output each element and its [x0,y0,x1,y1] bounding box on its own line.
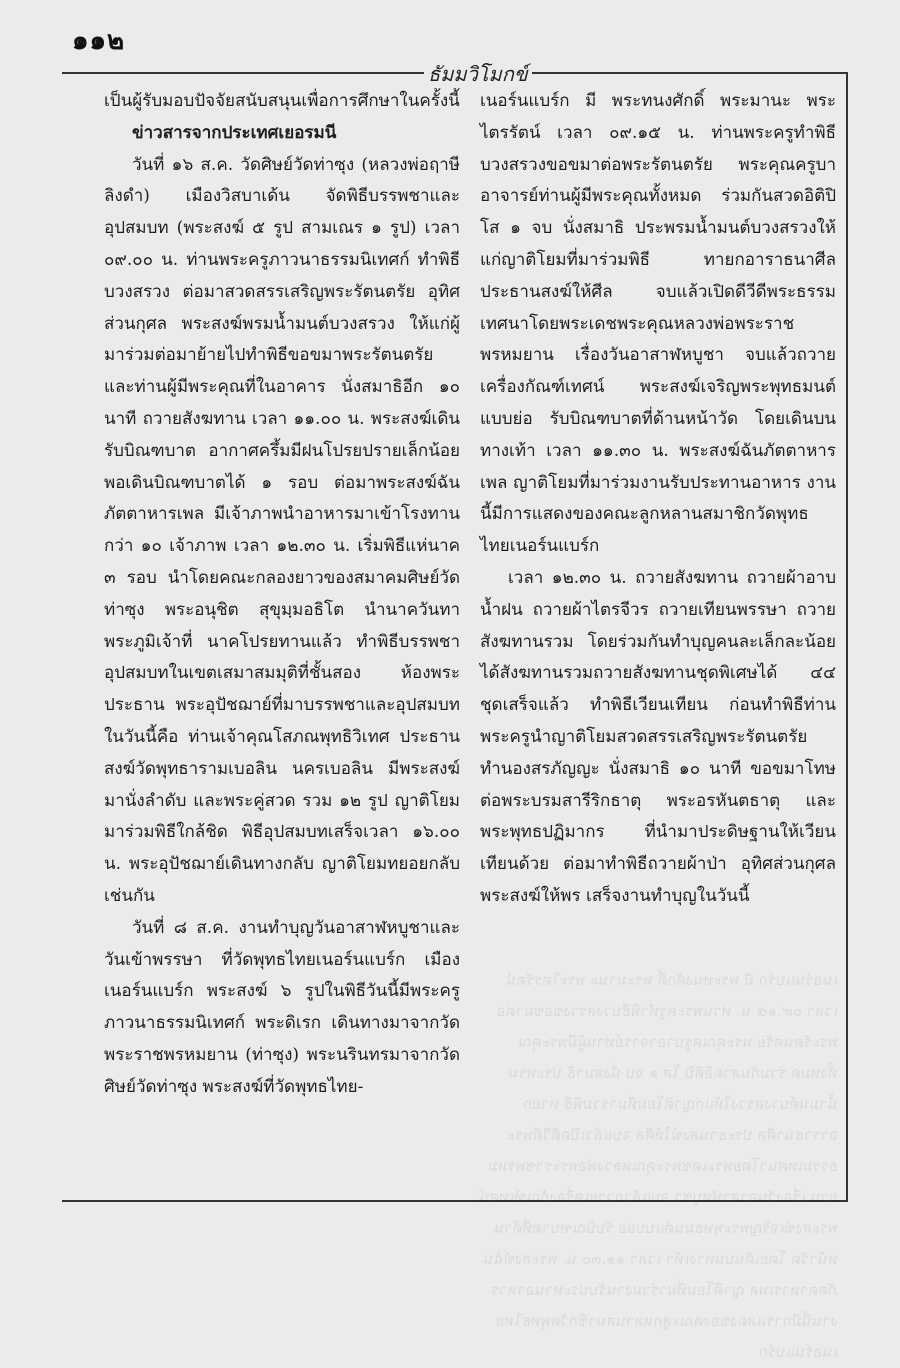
right-column [480,86,836,913]
opening-line: เป็นผู้รับมอบปัจจัยสนับสนุนเพื่อการศึกษาในครั้งนี้ [104,91,460,111]
left-paragraph-1: วันที่ ๑๖ ส.ค. วัดศิษย์วัดท่าซุง (หลวงพ่อฤาษีลิงดำ) เมืองวิสบาเด้น จัดพิธีบรรพชาและอุปสมบท (พระสงฆ์ ๕ รูป สามเณร ๑ รูป) เวลา ๐๙.๐๐ น. ท่านพระครูภาวนาธรรมนิเทศก์ ทำพิธีบวงสรวง ต่อมาสวดสรรเสริญพระรัตนตรัย อุทิศส่วนกุศล พระสงฆ์พรมน้ำมนต์บวงสรวง ให้แก่ผู้มาร่วมต่อมาย้ายไปทำพิธีขอขมาพระรัตนตรัย และท่านผู้มีพระคุณที่ในอาคาร นั่งสมาธิอีก ๑๐ นาที ถวายสังฆทาน เวลา ๑๑.๐๐ น. พระสงฆ์เดินรับบิณฑบาต อากาศครึ้มมีฝนโปรยปรายเล็กน้อย พอเดินบิณฑบาตได้ ๑ รอบ ต่อมาพระสงฆ์ฉันภัตตาหารเพล มีเจ้าภาพนำอาหารมาเข้าโรงทานกว่า ๑๐ เจ้าภาพ เวลา ๑๒.๓๐ น. เริ่มพิธีแห่นาค ๓ รอบ นำโดยคณะกลองยาวของสมาคมศิษย์วัดท่าซุง พระอนุชิต สุขุมฺมอธิโต นำนาควันทาพระภูมิเจ้าที่ นาคโปรยทานแล้ว ทำพิธีบรรพชาอุปสมบทในเขตเสมาสมมุติที่ชั้นสอง ห้องพระประธาน พระอุปัชฌาย์ที่มาบรรพชาและอุปสมบทในวันนี้คือ ท่านเจ้าคุณโสภณพุทธิวิเทศ ประธานสงฆ์วัดพุทธารามเบอลิน นครเบอลิน มีพระสงฆ์มานั่งลำดับ และพระคู่สวด รวม ๑๒ รูป ญาติโยมมาร่วมพิธีใกล้ชิด พิธีอุปสมบทเสร็จเวลา ๑๖.๐๐ น. พระอุปัชฌาย์เดินทางกลับ ญาติโยมทยอยกลับเช่นกัน [104,154,460,906]
reverse-side-bleed-through: เนอร์นแบร์ก มี พระทนงศักดิ์ พระมานะ พระไตรรัตน์ เวลา ๐๙.๑๕ น. ท่านพระครูทำพิธีบวงสรวงขอขมาต่อพระรัตนตรัย พระคุณครูบาอาจารย์ท่านผู้มีพระคุณทั้งหมด ร่วมกันสวดอิติปิ โส ๑ จบ นั่งสมาธิ ประพรมน้ำมนต์บวงสรวงให้แก่ญาติโยมที่มาร่วมพิธี ทายกอาราธนาศีล ประธานสงฆ์ให้ศีล จบแล้วเปิดดีวีดีพระธรรมเทศนาโดยพระเดชพระคุณหลวงพ่อพระราชพรหมยาน เรื่องวันอาสาฬหบูชา จบแล้วถวายเครื่องกัณฑ์เทศน์ พระสงฆ์เจริญพระพุทธมนต์แบบย่อ รับบิณฑบาตที่ด้านหน้าวัด โดยเดินบนทางเท้า เวลา ๑๑.๓๐ น. พระสงฆ์ฉันภัตตาหารเพล ญาติโยมที่มาร่วมงานรับประทานอาหาร งานนี้มีการแสดงของคณะลูกหลานสมาชิกวัดพุทธไทยเนอร์นแบร์ก [479,971,838,1361]
right-paragraph-1: เนอร์นแบร์ก มี พระทนงศักดิ์ พระมานะ พระไตรรัตน์ เวลา ๐๙.๑๕ น. ท่านพระครูทำพิธีบวงสรวงขอขมาต่อพระรัตนตรัย พระคุณครูบาอาจารย์ท่านผู้มีพระคุณทั้งหมด ร่วมกันสวดอิติปิ โส ๑ จบ นั่งสมาธิ ประพรมน้ำมนต์บวงสรวงให้แก่ญาติโยมที่มาร่วมพิธี ทายกอาราธนาศีล ประธานสงฆ์ให้ศีล จบแล้วเปิดดีวีดีพระธรรมเทศนาโดยพระเดชพระคุณหลวงพ่อพระราชพรหมยาน เรื่องวันอาสาฬหบูชา จบแล้วถวายเครื่องกัณฑ์เทศน์ พระสงฆ์เจริญพระพุทธมนต์แบบย่อ รับบิณฑบาตที่ด้านหน้าวัด โดยเดินบนทางเท้า เวลา ๑๑.๓๐ น. พระสงฆ์ฉันภัตตาหารเพล ญาติโยมที่มาร่วมงานรับประทานอาหาร งานนี้มีการแสดงของคณะลูกหลานสมาชิกวัดพุทธไทยเนอร์นแบร์ก [480,91,836,557]
left-column [104,86,460,1104]
right-paragraph-2: เวลา ๑๒.๓๐ น. ถวายสังฆทาน ถวายผ้าอาบน้ำฝน ถวายผ้าไตรจีวร ถวายเทียนพรรษา ถวายสังฆทานรวม โดยร่วมกันทำบุญคนละเล็กละน้อย ได้สังฆทานรวมถวายสังฆทานชุดพิเศษได้ ๔๔ ชุดเสร็จแล้ว ทำพิธีเวียนเทียน ก่อนทำพิธีท่านพระครูนำญาติโยมสวดสรรเสริญพระรัตนตรัย ทำนองสรภัญญะ นั่งสมาธิ ๑๐ นาที ขอขมาโทษต่อพระบรมสารีริกธาตุ พระอรหันตธาตุ และพระพุทธปฏิมากร ที่นำมาประดิษฐานให้เวียนเทียนด้วย ต่อมาทำพิธีถวายผ้าป่า อุทิศส่วนกุศล พระสงฆ์ให้พร เสร็จงานทำบุญในวันนี้ [480,567,836,906]
journal-title: ธัมมวิโมกข์ [424,58,532,90]
page-number: ๑๑๒ [72,26,126,56]
section-heading: ข่าวสารจากประเทศเยอรมนี [132,122,337,143]
left-paragraph-2: วันที่ ๘ ส.ค. งานทำบุญวันอาสาฬหบูชาและวันเข้าพรรษา ที่วัดพุทธไทยเนอร์นแบร์ก เมืองเนอร์นแบร์ก พระสงฆ์ ๖ รูปในพิธีวันนี้มีพระครูภาวนาธรรมนิเทศก์ พระดิเรก เดินทางมาจากวัดพระราชพรหมยาน (ท่าซุง) พระนรินทรมาจากวัดศิษย์วัดท่าซุง พระสงฆ์ที่วัดพุทธไทย- [104,917,460,1097]
